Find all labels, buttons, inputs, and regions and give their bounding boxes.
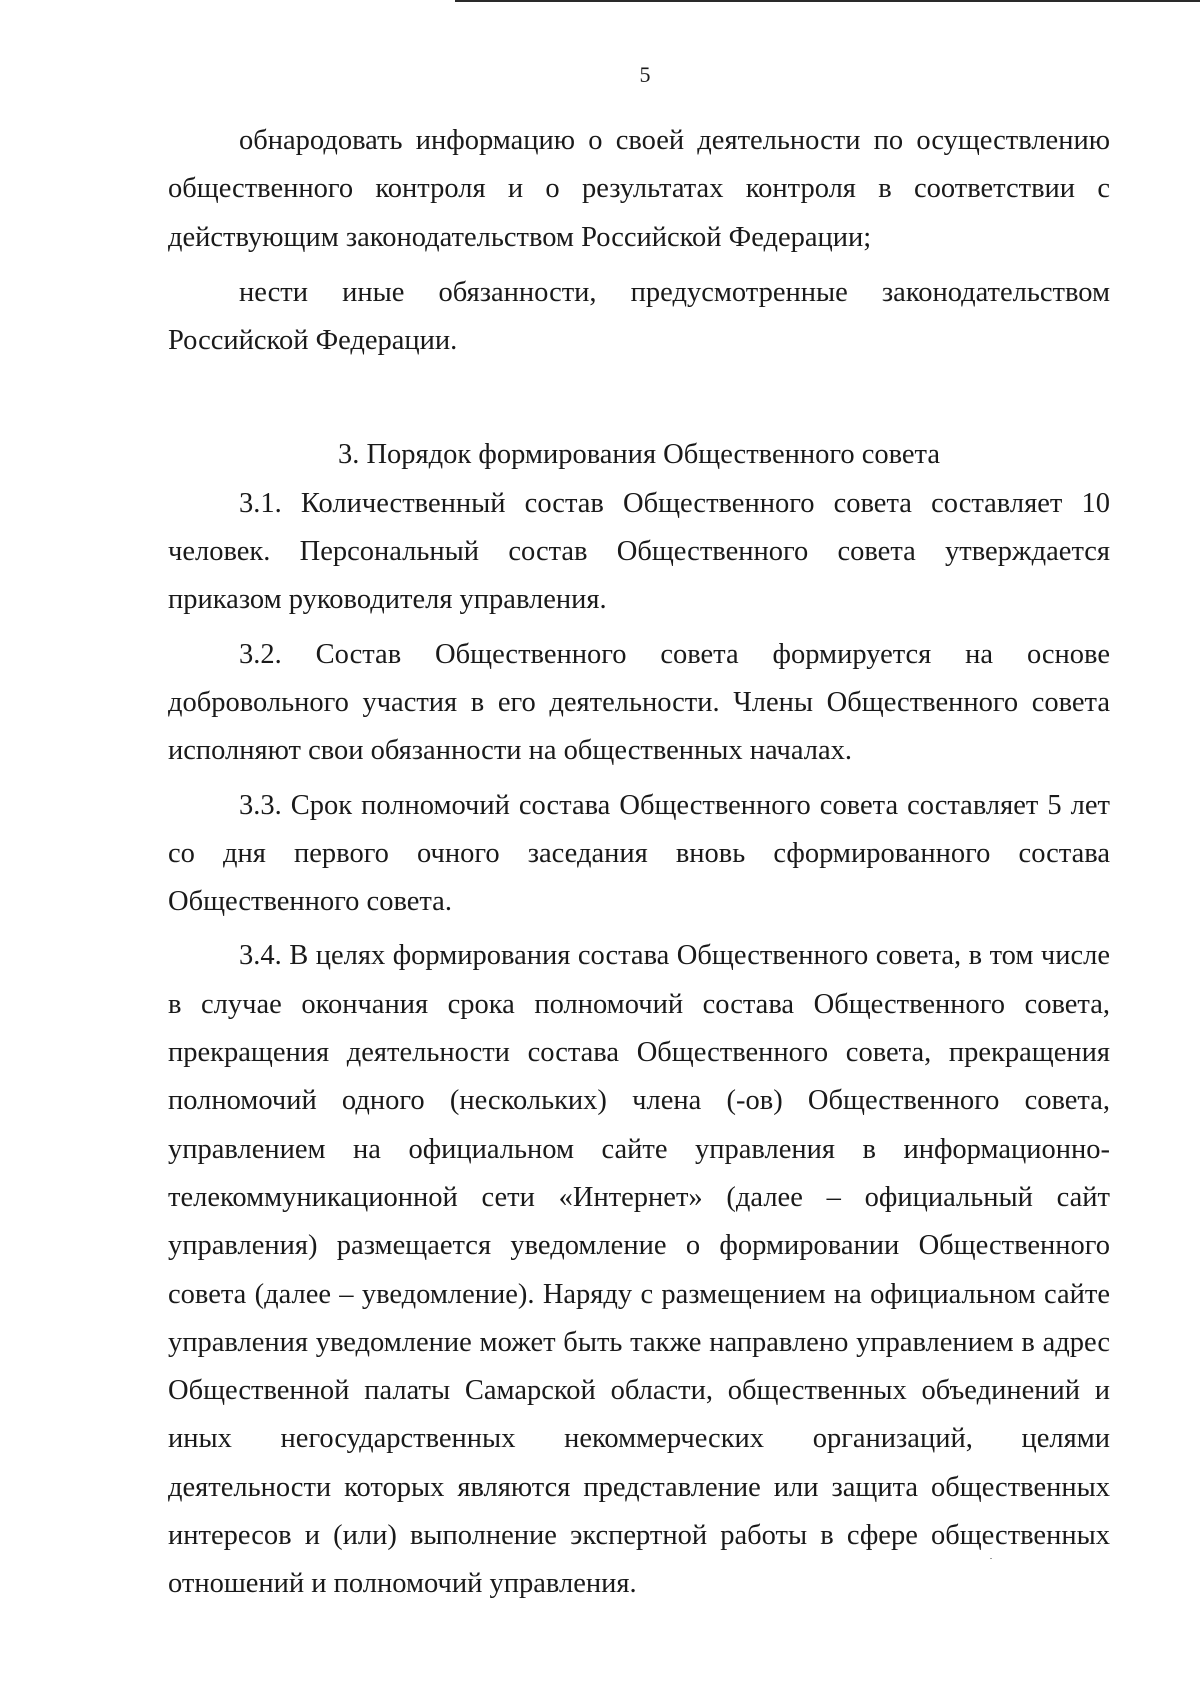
paragraph-other-duties: нести иные обязанности, предусмотренные законодательством Российской Федерации. [168, 276, 1110, 357]
paragraph-publish-info: обнародовать информацию о своей деятельности по осуществлению общественного контроля и о результатах контроля в соответствии с действующим законодательством Российской Федерации; [168, 125, 1110, 253]
section-heading: 3. Порядок формирования Общественного совета [337, 439, 941, 471]
paragraph-3-1: 3.1. Количественный состав Общественного совета составляет 10 человек. Персональный состав Общественного совета утверждается приказом руководителя управления. [168, 487, 1110, 616]
page-number: 5 [639, 62, 651, 87]
paragraph-3-3: 3.3. Срок полномочий состава Общественного совета составляет 5 лет со дня первого очного заседания вновь сформированного состава Общественного совета. [168, 789, 1110, 918]
paragraph-3-2: 3.2. Состав Общественного совета формируется на основе добровольного участия в его деятельности. Члены Общественного совета исполняют свои обязанности на общественных началах. [168, 638, 1110, 767]
scan-border-line [455, 0, 1200, 2]
document-body [168, 117, 1110, 1609]
paragraph-3-4: 3.4. В целях формирования состава Общественного совета, в том числе в случае окончания срока полномочий состава Общественного совета, прекращения деятельности состава Общественного совета, прекращения полномочий одного (нескольких) члена (-ов) Общественного совета, управлением на официальном сайте управления в информационно-телекоммуникационной сети «Интернет» (далее – официальный сайт управления) размещается уведомление о формировании Общественного совета (далее – уведомление). Наряду с размещением на официальном сайте управления уведомление может быть также направлено управлением в адрес Общественной палаты Самарской области, общественных объединений и иных негосударственных некоммерческих организаций, целями деятельности которых являются представление или защита общественных интересов и (или) выполнение экспертной работы в сфере общественных отношений и полномочий управления. [168, 940, 1110, 1600]
scan-speck [990, 1558, 992, 1559]
